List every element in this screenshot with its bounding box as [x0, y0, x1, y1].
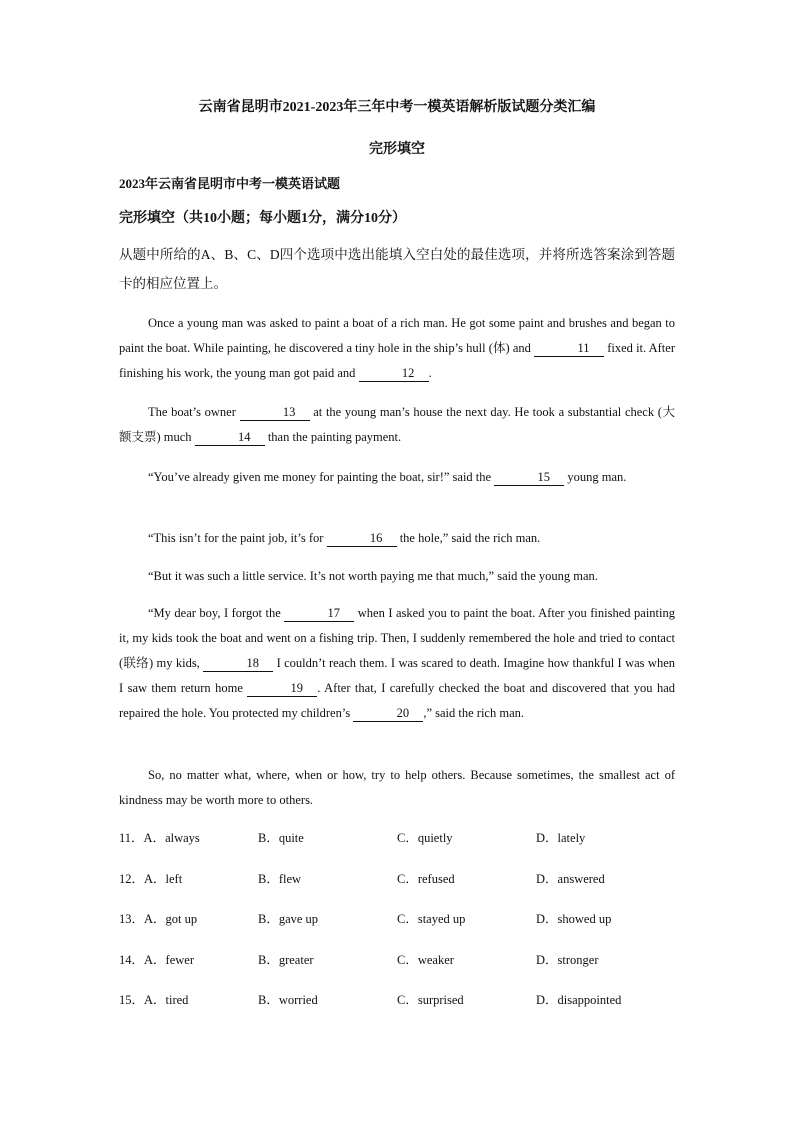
- blank-20: 20: [353, 705, 423, 722]
- option-c: C．quietly: [397, 831, 453, 845]
- options-row-14: [119, 950, 679, 970]
- option-c: C．weaker: [397, 953, 454, 967]
- option-d: D．answered: [536, 872, 605, 886]
- option-a: 12．A．left: [119, 872, 183, 886]
- option-a: 15．A．tired: [119, 993, 189, 1007]
- blank-19: 19: [247, 680, 317, 697]
- option-a: 13．A．got up: [119, 912, 198, 926]
- blank-14: 14: [195, 429, 265, 446]
- option-d: D．disappointed: [536, 993, 622, 1007]
- text: young man.: [564, 470, 627, 484]
- option-c: C．refused: [397, 872, 455, 886]
- blank-12: 12: [359, 365, 429, 382]
- option-c: C．stayed up: [397, 912, 466, 926]
- text: So, no matter what, where, when or how, try to help others. Because sometimes, the smallest act of kindness may be worth more to others.: [119, 768, 675, 807]
- option-b: B．gave up: [258, 912, 319, 926]
- option-a: 14．A．fewer: [119, 953, 194, 967]
- text: The boat’s owner: [148, 405, 240, 419]
- text: “You’ve already given me money for painting the boat, sir!” said the: [148, 470, 495, 484]
- passage-paragraph-5: [119, 564, 675, 589]
- part-heading: 完形填空（共10小题；每小题1分，满分10分）: [119, 211, 406, 226]
- blank-11: 11: [534, 340, 604, 357]
- text: I couldn’t reach them. I was scared to death. Imagine how thankful I was when I saw them return home: [119, 656, 675, 695]
- exam-title: 2023年云南省昆明市中考一模英语试题: [119, 176, 341, 191]
- text: .: [428, 366, 432, 380]
- instructions: 从题中所给的A、B、C、D四个选项中选出能填入空白处的最佳选项，并将所选答案涂到答题卡的相应位置上。: [119, 247, 675, 291]
- passage-paragraph-2: [119, 400, 675, 450]
- blank-17: 17: [284, 605, 354, 622]
- options-row-15: [119, 990, 679, 1010]
- text: Once a young man was asked to paint a boat of a rich man. He got some paint and brushes and began to paint the boat. While painting, he discovered a tiny hole in the ship’s hull (体) and: [119, 316, 675, 355]
- option-d: D．showed up: [536, 912, 612, 926]
- option-d: D．stronger: [536, 953, 599, 967]
- option-b: B．flew: [258, 872, 302, 886]
- passage-paragraph-1: [119, 311, 675, 386]
- text: . After that, I carefully checked the boat and discovered that you had repaired the hole. You protected my children’s: [119, 681, 675, 720]
- text: “But it was such a little service. It’s not worth paying me that much,” said the young man.: [148, 569, 598, 583]
- passage-paragraph-6: [119, 601, 675, 726]
- text: fixed it. After finishing his work, the young man got paid and: [119, 341, 675, 380]
- option-c: C．surprised: [397, 993, 464, 1007]
- passage-paragraph-7: [119, 763, 675, 813]
- text: the hole,” said the rich man.: [396, 531, 541, 545]
- options-row-13: [119, 909, 679, 929]
- blank-13: 13: [240, 404, 310, 421]
- option-b: B．greater: [258, 953, 314, 967]
- blank-18: 18: [203, 655, 273, 672]
- passage-paragraph-3: [119, 465, 675, 490]
- section-title: 完形填空: [369, 142, 425, 157]
- blank-16: 16: [327, 530, 397, 547]
- text: “My dear boy, I forgot the: [148, 606, 285, 620]
- blank-15: 15: [494, 469, 564, 486]
- passage-paragraph-4: [119, 526, 675, 551]
- options-row-11: [119, 828, 679, 848]
- text: “This isn’t for the paint job, it’s for: [148, 531, 327, 545]
- text: at the young man’s house the next day. He took a substantial check (大额支票) much: [119, 405, 675, 444]
- option-a: 11．A．always: [119, 831, 200, 845]
- document-title: 云南省昆明市2021-2023年三年中考一模英语解析版试题分类汇编: [198, 100, 596, 115]
- option-b: B．quite: [258, 831, 304, 845]
- options-row-12: [119, 869, 679, 889]
- text: when I asked you to paint the boat. After you finished painting it, my kids took the boat and went on a fishing trip. Then, I suddenly remembered the hole and tried to contact (联络) my kids,: [119, 606, 675, 670]
- option-b: B．worried: [258, 993, 318, 1007]
- text: ,” said the rich man.: [423, 706, 524, 720]
- option-d: D．lately: [536, 831, 586, 845]
- text: than the painting payment.: [264, 430, 402, 444]
